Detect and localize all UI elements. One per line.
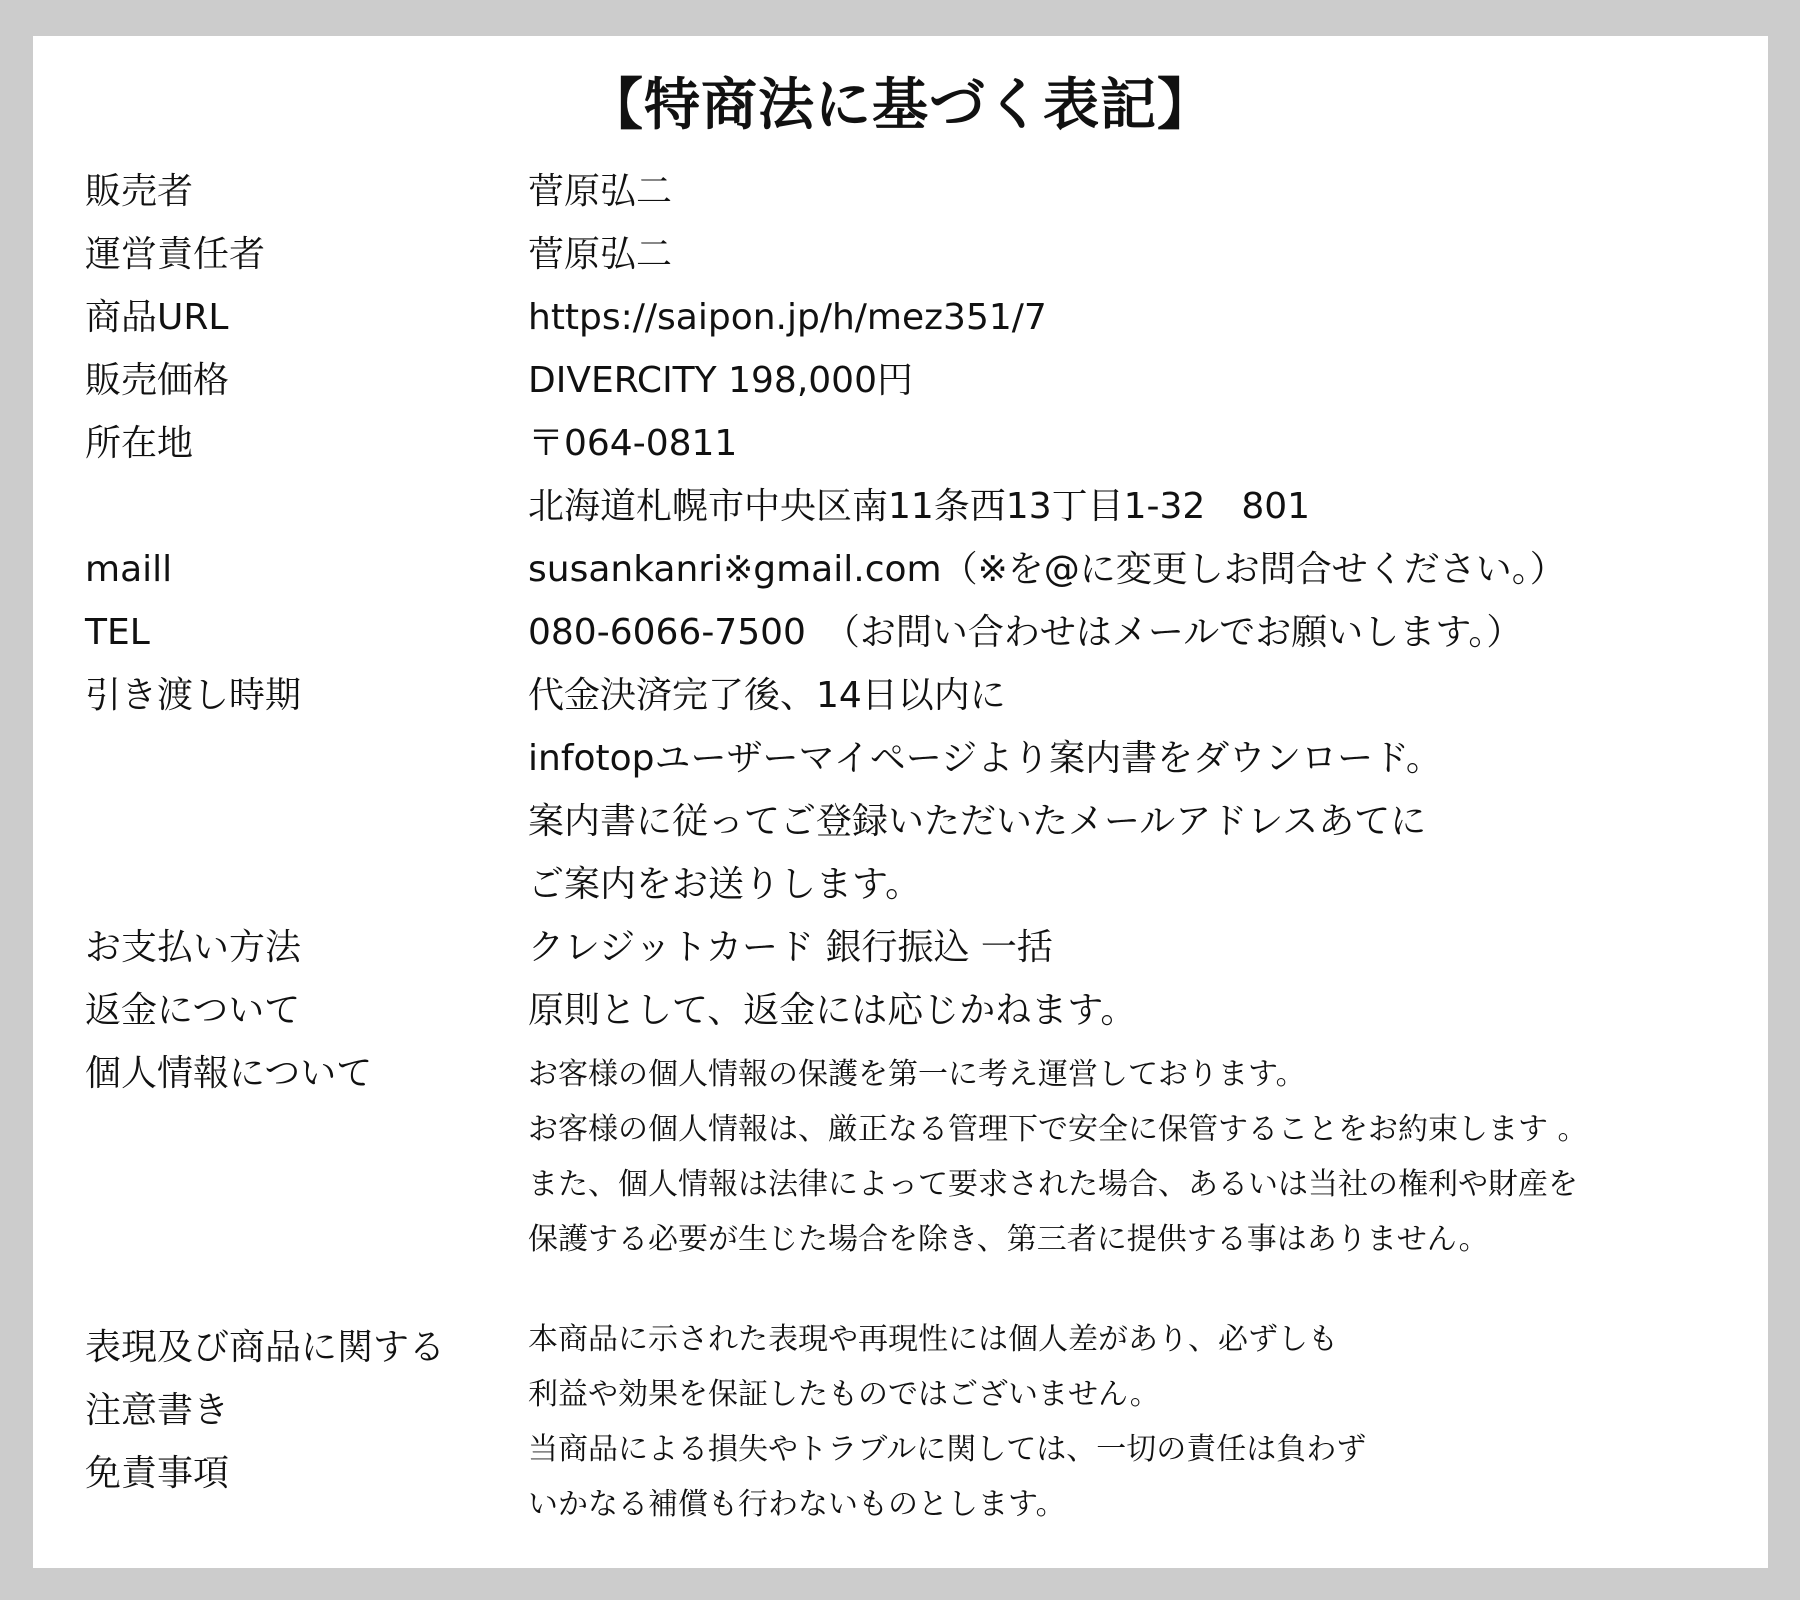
page-title: 【特商法に基づく表記】 bbox=[587, 73, 1214, 138]
value-privacy-line: 保護する必要が生じた場合を除き、第三者に提供する事はありません。 bbox=[528, 1222, 1489, 1257]
label-address: 所在地 bbox=[85, 423, 194, 464]
value-privacy-line: お客様の個人情報は、厳正なる管理下で安全に保管することをお約束します 。 bbox=[528, 1112, 1588, 1147]
value-manager: 菅原弘二 bbox=[528, 234, 673, 275]
value-refund: 原則として、返金には応じかねます。 bbox=[528, 990, 1137, 1031]
label-disclaimer-line: 注意書き bbox=[85, 1390, 230, 1431]
label-tel: TEL bbox=[85, 612, 150, 653]
value-delivery-line: 代金決済完了後、14日以内に bbox=[528, 675, 1006, 716]
value-price: DIVERCITY 198,000円 bbox=[528, 360, 913, 401]
label-disclaimer-line: 免責事項 bbox=[85, 1453, 230, 1494]
label-price: 販売価格 bbox=[85, 360, 230, 401]
label-payment: お支払い方法 bbox=[85, 927, 302, 968]
value-delivery-line: 案内書に従ってご登録いただいたメールアドレスあてに bbox=[528, 801, 1427, 842]
value-mail: susankanri※gmail.com（※を@に変更しお問合せください。） bbox=[528, 549, 1566, 590]
value-privacy-line: お客様の個人情報の保護を第一に考え運営しております。 bbox=[528, 1057, 1306, 1092]
value-delivery-line: ご案内をお送りします。 bbox=[528, 864, 922, 905]
label-mail: maill bbox=[85, 549, 173, 590]
label-refund: 返金について bbox=[85, 990, 301, 1031]
value-seller: 菅原弘二 bbox=[528, 171, 673, 212]
notice-page bbox=[33, 36, 1768, 1568]
value-disclaimer-line: 当商品による損失やトラブルに関しては、一切の責任は負わず bbox=[528, 1432, 1367, 1467]
value-product-url: https://saipon.jp/h/mez351/7 bbox=[528, 297, 1047, 338]
label-product-url: 商品URL bbox=[85, 297, 229, 338]
label-privacy: 個人情報について bbox=[85, 1053, 373, 1094]
value-address: 北海道札幌市中央区南11条西13丁目1-32 801 bbox=[528, 486, 1311, 527]
value-disclaimer-line: 本商品に示された表現や再現性には個人差があり、必ずしも bbox=[528, 1322, 1338, 1357]
value-disclaimer-line: いかなる補償も行わないものとします。 bbox=[528, 1487, 1066, 1522]
label-seller: 販売者 bbox=[85, 171, 194, 212]
value-disclaimer-line: 利益や効果を保証したものではございません。 bbox=[528, 1377, 1160, 1412]
label-disclaimer-line: 表現及び商品に関する bbox=[85, 1327, 446, 1368]
value-postal-code: 〒064-0811 bbox=[528, 423, 738, 464]
value-privacy-line: また、個人情報は法律によって要求された場合、あるいは当社の権利や財産を bbox=[528, 1167, 1578, 1202]
label-delivery: 引き渡し時期 bbox=[85, 675, 302, 716]
label-manager: 運営責任者 bbox=[85, 234, 266, 275]
value-delivery-line: infotopユーザーマイページより案内書をダウンロード。 bbox=[528, 738, 1442, 779]
value-payment: クレジットカード 銀行振込 一括 bbox=[528, 927, 1053, 968]
value-tel: 080-6066-7500 （お問い合わせはメールでお願いします。） bbox=[528, 612, 1523, 653]
